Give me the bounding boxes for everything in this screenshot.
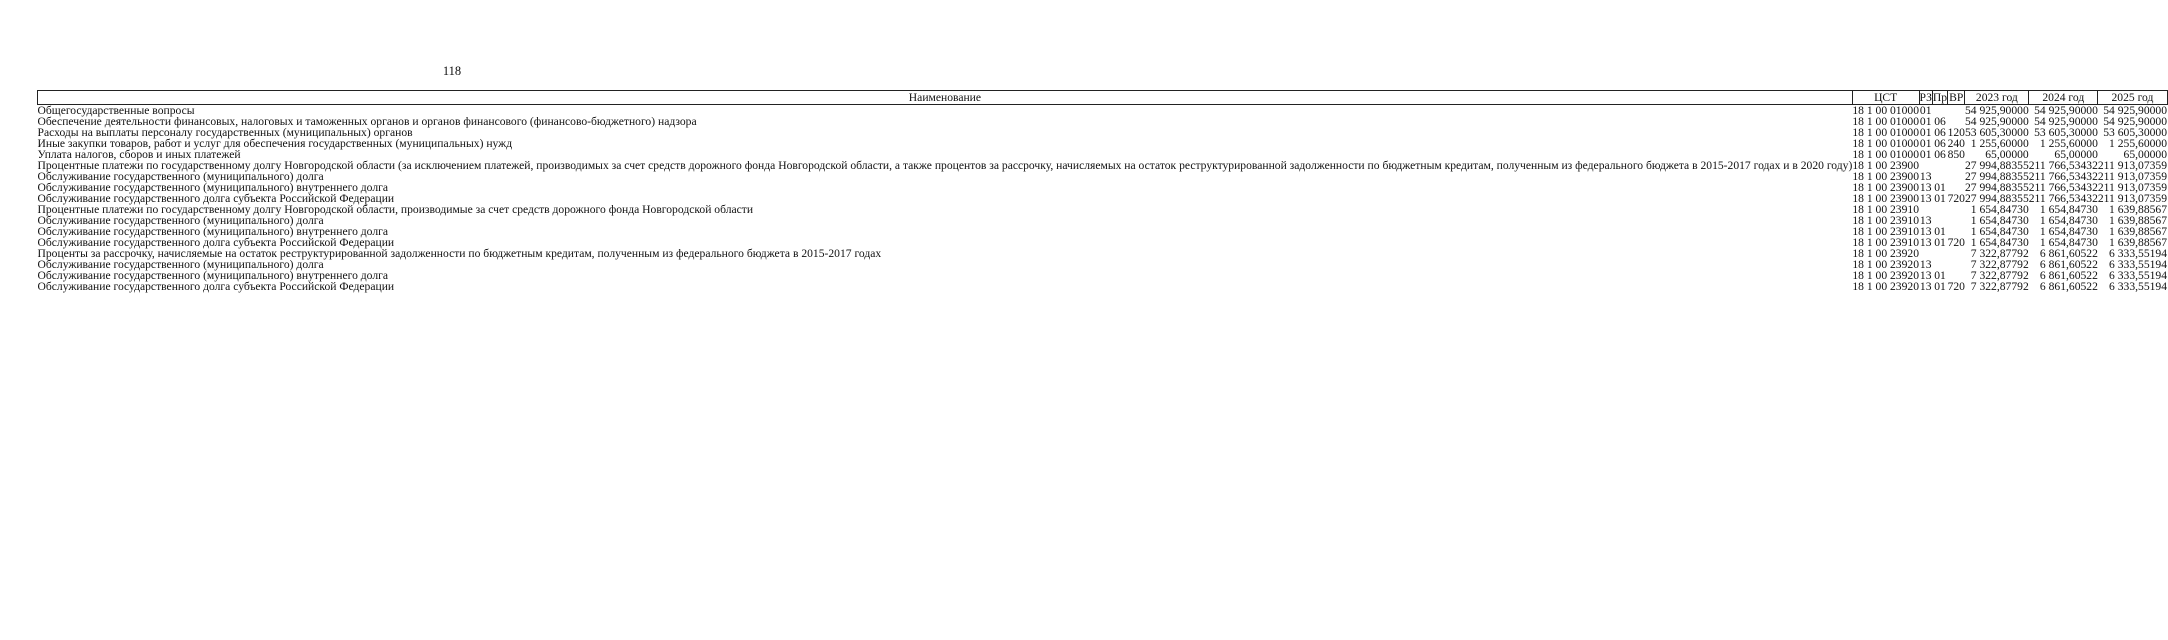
- cell-pr: 01: [1934, 269, 1946, 282]
- cell-cst: 18 1 00 01000: [1852, 115, 1919, 128]
- cell-2023: 1 654,84730: [1970, 203, 2029, 216]
- cell-vr: [1948, 204, 1965, 215]
- cell-rz: 13: [1919, 280, 1932, 293]
- cell-2025: 6 333,55194: [2109, 269, 2168, 282]
- header-2023: 2023 год: [1965, 91, 2029, 105]
- cell-rz: 13: [1919, 236, 1932, 249]
- cell-vr: 720: [1947, 280, 1965, 293]
- cell-2025: 1 639,88567: [2109, 225, 2168, 238]
- cell-2025: 6 333,55194: [2109, 258, 2168, 271]
- cell-pr: 01: [1934, 236, 1946, 249]
- cell-2025: 1 639,88567: [2109, 203, 2168, 216]
- table-row: [38, 281, 2168, 292]
- cell-2023: 7 322,87792: [1970, 269, 2029, 282]
- cell-2023: 7 322,87792: [1970, 280, 2029, 293]
- cell-pr: 06: [1934, 137, 1946, 150]
- cell-2024: 211 766,53432: [2028, 181, 2098, 194]
- cell-2025: 211 913,07359: [2097, 159, 2168, 172]
- header-2025: 2025 год: [2098, 91, 2167, 105]
- cell-2023: 1 654,84730: [1970, 225, 2029, 238]
- cell-vr: [1948, 160, 1965, 171]
- cell-rz: 13: [1919, 192, 1932, 205]
- cell-2025: 1 639,88567: [2109, 236, 2168, 249]
- cell-2023: 7 322,87792: [1970, 247, 2029, 260]
- table-row: [38, 160, 2168, 171]
- cell-name: Процентные платежи по государственному долгу Новгородской области, производимые за счет средств дорожного фонда Новгородской области: [37, 203, 754, 216]
- cell-2023: 65,00000: [1985, 148, 2029, 161]
- cell-cst: 18 1 00 23900: [1852, 192, 1919, 205]
- header-cst: ЦСТ: [1852, 91, 1919, 105]
- cell-2025: 1 255,60000: [2109, 137, 2168, 150]
- cell-name: Расходы на выплаты персоналу государственных (муниципальных) органов: [37, 126, 413, 139]
- cell-2025: 6 333,55194: [2109, 280, 2168, 293]
- cell-name: Обслуживание государственного (муниципального) долга: [37, 258, 324, 271]
- cell-2025: 53 605,30000: [2103, 126, 2168, 139]
- cell-2024: 211 766,53432: [2028, 170, 2098, 183]
- cell-pr: 06: [1934, 148, 1946, 161]
- cell-rz: 13: [1919, 214, 1932, 227]
- cell-2025: 211 913,07359: [2097, 181, 2168, 194]
- cell-2024: 54 925,90000: [2034, 104, 2098, 117]
- header-vr: ВР: [1949, 91, 1964, 104]
- cell-cst: 18 1 00 01000: [1852, 148, 1919, 161]
- cell-vr: 120: [1947, 126, 1965, 139]
- cell-2023: 27 994,88355: [1964, 181, 2029, 194]
- cell-cst: 18 1 00 01000: [1852, 126, 1919, 139]
- header-2024: 2024 год: [2029, 91, 2098, 105]
- cell-2024: 1 654,84730: [2039, 214, 2098, 227]
- cell-cst: 18 1 00 23900: [1852, 170, 1919, 183]
- cell-2024: 53 605,30000: [2034, 126, 2098, 139]
- cell-vr: [1948, 248, 1965, 259]
- cell-cst: 18 1 00 23900: [1852, 181, 1919, 194]
- cell-vr: 720: [1947, 236, 1965, 249]
- budget-table: [37, 90, 2168, 292]
- cell-2023: 54 925,90000: [1964, 115, 2029, 128]
- cell-vr: 850: [1947, 148, 1965, 161]
- cell-rz: 13: [1919, 269, 1932, 282]
- cell-2023: 53 605,30000: [1964, 126, 2029, 139]
- cell-2024: 6 861,60522: [2039, 269, 2098, 282]
- cell-vr: 240: [1947, 137, 1965, 150]
- cell-rz: 13: [1919, 181, 1932, 194]
- cell-pr: 01: [1934, 192, 1946, 205]
- cell-name: Обслуживание государственного (муниципального) внутреннего долга: [37, 225, 389, 238]
- cell-2024: 6 861,60522: [2039, 247, 2098, 260]
- cell-cst: 18 1 00 23920: [1852, 269, 1919, 282]
- cell-vr: [1948, 171, 1965, 182]
- cell-name: Обслуживание государственного (муниципального) долга: [37, 214, 324, 227]
- cell-name: Обслуживание государственного долга субъекта Российской Федерации: [37, 280, 395, 293]
- cell-rz: 01: [1919, 137, 1932, 150]
- cell-2024: 54 925,90000: [2034, 115, 2098, 128]
- cell-2025: 211 913,07359: [2097, 192, 2168, 205]
- cell-name: Обслуживание государственного долга субъекта Российской Федерации: [37, 192, 395, 205]
- cell-rz: 01: [1919, 126, 1932, 139]
- cell-cst: 18 1 00 23910: [1852, 236, 1919, 249]
- cell-2025: 54 925,90000: [2103, 115, 2168, 128]
- cell-2024: 1 255,60000: [2039, 137, 2098, 150]
- cell-vr: [1948, 215, 1965, 226]
- cell-2024: 1 654,84730: [2039, 225, 2098, 238]
- cell-2023: 27 994,88355: [1964, 192, 2029, 205]
- table-body: [38, 105, 2168, 293]
- cell-cst: 18 1 00 23910: [1852, 214, 1919, 227]
- cell-pr: 01: [1934, 225, 1946, 238]
- cell-pr: [1932, 204, 1947, 215]
- cell-cst: 18 1 00 23920: [1852, 280, 1919, 293]
- cell-cst: 18 1 00 23910: [1852, 203, 1919, 216]
- cell-vr: 720: [1947, 192, 1965, 205]
- cell-name: Обслуживание государственного долга субъекта Российской Федерации: [37, 236, 395, 249]
- cell-name: Обслуживание государственного (муниципального) внутреннего долга: [37, 181, 389, 194]
- cell-rz: 01: [1919, 148, 1932, 161]
- cell-2023: 1 654,84730: [1970, 214, 2029, 227]
- cell-rz: 13: [1919, 225, 1932, 238]
- table-row: [38, 138, 2168, 149]
- page-number: 118: [442, 64, 462, 78]
- cell-pr: 06: [1934, 126, 1946, 139]
- cell-name: Процентные платежи по государственному долгу Новгородской области (за исключением платежей, производимых за счет средств дорожного фонда Новгородской области, а также процентов за рассрочку, начисляемых на остаток реструктурированной задолженности по бюджетным кредитам, полученным из федерального бюджета в 2015-2017 годах и в 2020 году): [37, 159, 1853, 172]
- cell-2025: 6 333,55194: [2109, 247, 2168, 260]
- cell-2024: 1 654,84730: [2039, 203, 2098, 216]
- cell-2024: 211 766,53432: [2028, 159, 2098, 172]
- table-row: [38, 204, 2168, 215]
- cell-2023: 1 654,84730: [1970, 236, 2029, 249]
- table-row: [38, 248, 2168, 259]
- cell-cst: 18 1 00 01000: [1852, 104, 1919, 117]
- header-name: Наименование: [38, 91, 1853, 105]
- cell-pr: 06: [1934, 115, 1946, 128]
- cell-cst: 18 1 00 23920: [1852, 258, 1919, 271]
- cell-name: Обеспечение деятельности финансовых, налоговых и таможенных органов и органов финансового (финансово-бюджетного) надзора: [37, 115, 697, 128]
- cell-name: Проценты за рассрочку, начисляемые на остаток реструктурированной задолженности по бюджетным кредитам, полученным из федерального бюджета в 2015-2017 годах: [37, 247, 882, 260]
- cell-2023: 1 255,60000: [1970, 137, 2029, 150]
- cell-pr: [1932, 248, 1947, 259]
- cell-2025: 211 913,07359: [2097, 170, 2168, 183]
- cell-2024: 6 861,60522: [2039, 258, 2098, 271]
- table-header-row: [38, 91, 2168, 105]
- cell-2025: 1 639,88567: [2109, 214, 2168, 227]
- cell-2024: 6 861,60522: [2039, 280, 2098, 293]
- cell-2024: 1 654,84730: [2039, 236, 2098, 249]
- cell-2023: 54 925,90000: [1964, 104, 2029, 117]
- cell-vr: [1948, 259, 1965, 270]
- cell-rz: 01: [1919, 104, 1932, 117]
- cell-pr: 01: [1934, 181, 1946, 194]
- cell-cst: 18 1 00 01000: [1852, 137, 1919, 150]
- cell-name: Обслуживание государственного (муниципального) внутреннего долга: [37, 269, 389, 282]
- cell-cst: 18 1 00 23910: [1852, 225, 1919, 238]
- cell-2024: 65,00000: [2054, 148, 2098, 161]
- cell-rz: 13: [1919, 258, 1932, 271]
- cell-2025: 65,00000: [2123, 148, 2168, 161]
- cell-name: Уплата налогов, сборов и иных платежей: [37, 148, 241, 161]
- header-pr: Пр: [1932, 91, 1948, 104]
- cell-2023: 7 322,87792: [1970, 258, 2029, 271]
- cell-rz: 01: [1919, 115, 1932, 128]
- cell-pr: [1932, 160, 1947, 171]
- cell-2023: 27 994,88355: [1964, 170, 2029, 183]
- cell-vr: [1948, 105, 1965, 117]
- cell-name: Иные закупки товаров, работ и услуг для обеспечения государственных (муниципальных) нужд: [37, 137, 513, 150]
- cell-2023: 27 994,88355: [1964, 159, 2029, 172]
- cell-cst: 18 1 00 23900: [1852, 159, 1919, 172]
- cell-name: Обслуживание государственного (муниципального) долга: [37, 170, 324, 183]
- header-rz: РЗ: [1919, 91, 1932, 104]
- cell-name: Общегосударственные вопросы: [37, 104, 195, 117]
- cell-cst: 18 1 00 23920: [1852, 247, 1919, 260]
- cell-rz: 13: [1919, 170, 1932, 183]
- cell-2024: 211 766,53432: [2028, 192, 2098, 205]
- cell-pr: 01: [1934, 280, 1946, 293]
- cell-2025: 54 925,90000: [2103, 104, 2168, 117]
